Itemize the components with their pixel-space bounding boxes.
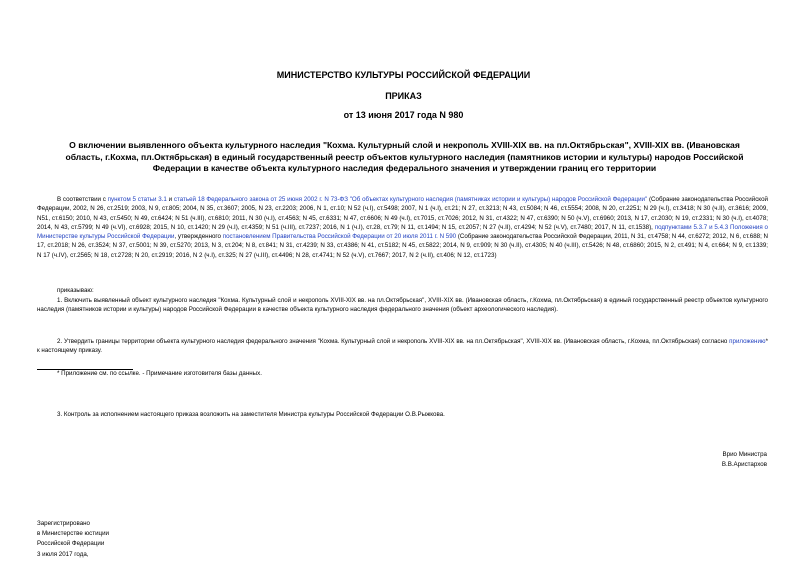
item-2-text-2: * к настоящему приказу.: [37, 338, 768, 355]
preamble-text-3: (Собрание законодательства Российской Федерации, 2002, N 26, ст.2519; 2003, N 9, ст.805; 2004, N 35, ст.3607; 2005, N 23, ст.2203; 2006, N 1, ст.10; N 52 (ч.I), ст.5498; 2007, N 1 (ч.I), ст.21; N 27, ст.3213; N 43, ст.5084; N 46, ст.5554; 2008, N 20, ст.2251; N 29 (ч.I), ст.3418; N 30 (ч.II), ст.3616; 2009, N51, ст.6150; 2010, N 43, ст.5450; N 49, ст.6424; N 51 (ч.III), ст.6810; 2011, N 30 (ч.I), ст.4563; N 45, ст.6331; N 47, ст.6606; N 49 (ч.I), ст.7015, ст.7026; 2012, N 31, ст.4322; N 47, ст.6390; N 50 (ч.V), ст.6960; 2013, N 17, ст.2030; N 19, ст.2331; N 30 (ч.I), ст.4078; 2014, N 43, ст.5799; N 49 (ч.VI), ст.6928; 2015, N 10, ст.1420; N 29 (ч.I), ст.4359; N 51 (ч.III), ст.7237; 2016, N 1 (ч.I), ст.28, ст.79; N 11, ст.1494; N 15, ст.2057; N 27 (ч.II), ст.4294; N 52 (ч.V), ст.7480; 2017, N 11, ст.1538),: [37, 196, 768, 231]
signature-block: [722, 450, 767, 470]
footnote: [37, 369, 768, 378]
link-government-decree-590[interactable]: постановлением Правительства Российской Федерации от 20 июля 2011 г. N 590: [222, 233, 457, 241]
preamble-text-1: В соответствии с: [57, 196, 108, 203]
item-3: [37, 410, 768, 419]
item-2: [37, 337, 768, 356]
preamble-text-5: (Собрание законодательства Российской Федерации, 2011, N 31, ст.4758; N 44, ст.6272; 2012, N 6, ст.688; N 17, ст.2018; N 26, ст.3524; N 37, ст.5001; N 39, ст.5270; 2013, N 3, ст.204; N 8, ст.841; N 31, ст.4239; N 33, ст.4386; N 41, ст.5182; N 45, ст.5822; 2014, N 9, ст.909; N 30 (ч.II), ст.4305; N 40 (ч.III), ст.5426; N 48, ст.6860; 2015, N 2, ст.491; N 4, ст.664; N 9, ст.1339; N 17 (ч.IV), ст.2565; N 18, ст.2728; N 20, ст.2919; 2016, N 2 (ч.I), ст.325; N 27 (ч.III), ст.4496; N 28, ст.4741; N 52 (ч.V), ст.7667; 2017, N 2 (ч.II), ст.406; N 12, ст.1723): [37, 233, 768, 259]
order-date: от 13 июня 2017 года N 980: [343, 110, 464, 120]
item-3-text: 3. Контроль за исполнением настоящего приказа возложить на заместителя Министра культуры Российской Федерации О.В.Рыжкова.: [57, 411, 445, 418]
link-appendix[interactable]: приложению: [729, 338, 766, 345]
link-federal-law-73[interactable]: статьей 18 Федерального закона от 25 июня 2002 г. N 73-ФЗ "Об объектах культурного наследия (памятниках истории и культуры) народов Российской Федерации": [173, 196, 648, 203]
registration-line-1: Зарегистрировано: [37, 520, 90, 527]
registration-line-2: в Министерстве юстиции: [37, 530, 110, 538]
order-word-text: приказываю:: [57, 287, 94, 294]
order-type-heading: ПРИКАЗ: [385, 91, 422, 101]
link-ministry-regulation[interactable]: подпунктами 5.3.7 и 5.4.3 Положения о Министерстве культуры Российской Федерации: [37, 223, 768, 241]
ministry-heading: МИНИСТЕРСТВО КУЛЬТУРЫ РОССИЙСКОЙ ФЕДЕРАЦИИ: [276, 70, 531, 80]
order-title: О включении выявленного объекта культурного наследия "Кохма. Культурный слой и некрополь XVIII-XIX вв. на пл.Октябрьская", XVIII-XIX вв. (Ивановская область, г.Кохма, пл.Октябрьская) в единый государственный реестр объектов культурного наследия (памятников истории и культуры) народов Российской Федерации в качестве объекта культурного наследия федерального значения и утверждении границ его территории: [65, 140, 744, 173]
registration-line-4: 3 июля 2017 года,: [37, 550, 89, 558]
item-2-text-1: 2. Утвердить границы территории объекта культурного наследия федерального значения "Кохма. Культурный слой и некрополь XVIII-XIX вв. на пл.Октябрьская", XVIII-XIX вв. (Ивановская область, г.Кохма, пл.Октябрьская) согласно: [57, 338, 730, 345]
item-1: [37, 296, 768, 315]
footnote-text: * Приложение см. по ссылке. - Примечание изготовителя базы данных.: [57, 370, 262, 377]
link-article-3-1[interactable]: пунктом 5 статьи 3.1: [107, 196, 167, 203]
preamble-text-4: , утвержденного: [174, 233, 223, 241]
preamble-paragraph: [37, 195, 768, 260]
registration-block: [37, 519, 109, 560]
signature-position: Врио Министра: [722, 451, 767, 458]
signature-name: В.В.Аристархов: [721, 461, 767, 468]
registration-line-3: Российской Федерации: [37, 540, 105, 548]
preamble-text-2: и: [166, 196, 174, 203]
item-1-text: 1. Включить выявленный объект культурного наследия "Кохма. Культурный слой и некрополь XVIII-XIX вв. на пл.Октябрьская", XVIII-XIX вв. (Ивановская область, г.Кохма, пл.Октябрьская) в единый государственный реестр объектов культурного наследия (памятников истории и культуры) народов Российской Федерации в качестве объекта культурного наследия федерального значения (объект археологического наследия).: [37, 297, 768, 314]
order-word: [37, 286, 768, 295]
